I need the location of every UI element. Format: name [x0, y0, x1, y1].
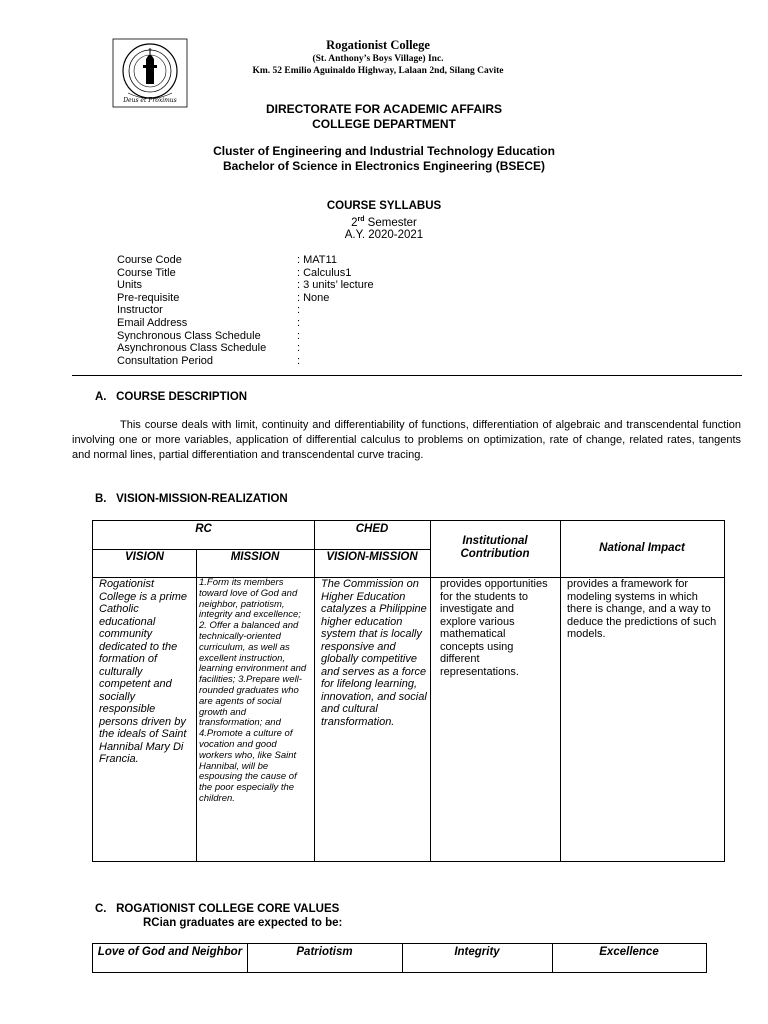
institution-name: Rogationist College [326, 38, 430, 52]
info-label: Course Title [117, 266, 176, 279]
institution-header [200, 38, 556, 77]
section-b-heading: B. VISION-MISSION-REALIZATION [95, 493, 288, 505]
program-heading [0, 144, 768, 174]
info-value: : [297, 329, 301, 342]
header-mission: MISSION [230, 551, 280, 563]
institution-address: Km. 52 Emilio Aguinaldo Highway, Lalaan 2nd, Silang Cavite [252, 66, 504, 76]
table-gridline [430, 521, 431, 861]
logo-motto-text: Deus et Proximus [123, 97, 177, 104]
info-label: Units [117, 279, 143, 292]
course-info-row [117, 254, 374, 267]
info-label: Asynchronous Class Schedule [117, 342, 267, 355]
course-info-row [117, 304, 374, 317]
info-label: Consultation Period [117, 354, 214, 367]
course-description-text: This course deals with limit, continuity and differentiability of functions, differentiation of algebraic and transcendental function involving one or more variables, application of differential calculus to problems on optimization, rate of change, related rates, tangents and normal lines, partial differentiation and transcendental curve tracing. [72, 419, 741, 461]
core-value-love-of-god: Love of God and Neighbor [97, 946, 243, 958]
core-value-integrity: Integrity [454, 946, 500, 958]
semester-word: Semester [364, 216, 417, 229]
department-title: COLLEGE DEPARTMENT [312, 117, 456, 131]
course-info-row [117, 279, 374, 292]
info-value: : [297, 304, 301, 317]
header-rc: RC [195, 523, 212, 535]
info-label: Synchronous Class Schedule [117, 329, 261, 342]
college-seal-logo [112, 38, 188, 108]
info-value: : [297, 354, 301, 367]
core-values-table [92, 943, 707, 973]
info-value: : None [297, 291, 330, 304]
directorate-heading [0, 102, 768, 132]
course-info-row [117, 292, 374, 305]
info-label: Pre-requisite [117, 291, 180, 304]
institutional-cell: provides opportunities for the students to investigate and explore various mathematical concepts using different representations. [440, 578, 548, 678]
section-c-subheading: RCian graduates are expected to be: [143, 917, 343, 929]
table-gridline [314, 521, 315, 861]
institution-subtitle: (St. Anthony’s Boys Village) Inc. [312, 54, 444, 64]
info-value: : MAT11 [297, 254, 337, 266]
course-info-row [117, 355, 374, 368]
info-label: Email Address [117, 316, 188, 329]
course-info-row [117, 330, 374, 343]
program-title: Bachelor of Science in Electronics Engineering (BSECE) [222, 159, 546, 173]
header-vision: VISION [125, 551, 164, 563]
header-institutional-contribution: Institutional Contribution [460, 535, 530, 560]
table-gridline [560, 521, 561, 861]
course-info-row [117, 342, 374, 355]
info-label: Course Code [117, 254, 182, 266]
core-value-excellence: Excellence [599, 946, 659, 958]
vision-cell: Rogationist College is a prime Catholic educational community dedicated to the formation of culturally competent and socially responsible persons driven by the ideals of Saint Hannibal Mary Di Francia. [99, 578, 188, 765]
mission-cell: 1.Form its members toward love of God and neighbor, patriotism, integrity and excellence; 2. Offer a balanced and technically-oriented curriculum, as well as excellent instruction, learning environment and facilities; 3.Prepare well-rounded graduates who are agents of social growth and transformation; and 4.Promote a culture of vocation and good workers who, like Saint Hannibal, will be espousing the cause of the poor especially the children. [199, 577, 307, 804]
header-national-impact: National Impact [599, 542, 685, 554]
cluster-title: Cluster of Engineering and Industrial Technology Education [213, 144, 555, 158]
academic-year: A.Y. 2020-2021 [344, 229, 424, 241]
info-label: Instructor [117, 304, 163, 317]
info-value: : [297, 316, 301, 329]
course-info-list [117, 254, 374, 367]
semester-suffix: rd [357, 216, 365, 223]
info-value: : [297, 342, 301, 355]
course-info-row [117, 267, 374, 280]
horizontal-divider [72, 375, 742, 376]
directorate-title: DIRECTORATE FOR ACADEMIC AFFAIRS [266, 102, 502, 116]
core-value-patriotism: Patriotism [296, 946, 353, 958]
ched-cell: The Commission on Higher Education catalyzes a Philippine higher education system that is locally responsive and globally competitive and serves as a force for lifelong learning, innovation, and social and cultural transformation. [321, 578, 427, 728]
course-info-row [117, 317, 374, 330]
info-value: : 3 units’ lecture [297, 279, 374, 292]
table-gridline [93, 549, 430, 550]
section-a-heading: A. COURSE DESCRIPTION [95, 391, 248, 403]
info-value: : Calculus1 [297, 266, 352, 279]
header-ched: CHED [355, 523, 389, 535]
vision-mission-table [92, 520, 725, 862]
semester-number: 2 [351, 216, 358, 229]
national-impact-cell: provides a framework for modeling systems in which there is change, and a way to deduce the predictions of such models. [567, 578, 717, 640]
syllabus-title: COURSE SYLLABUS [326, 200, 442, 212]
table-gridline [196, 549, 197, 861]
header-ched-vision-mission: VISION-MISSION [326, 551, 418, 563]
section-c-heading: C. ROGATIONIST COLLEGE CORE VALUES [95, 903, 340, 915]
